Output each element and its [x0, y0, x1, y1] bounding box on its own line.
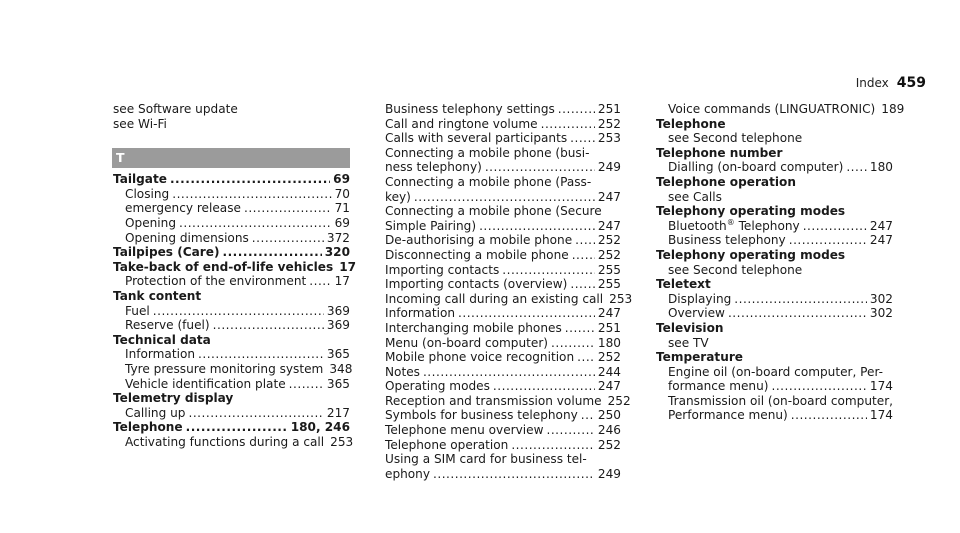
- dot-leader: [577, 350, 595, 365]
- entry-label: key): [385, 189, 411, 204]
- dot-leader: [423, 365, 595, 380]
- entry-text: [668, 306, 725, 321]
- dot-leader: [222, 245, 321, 260]
- index-entry: [113, 231, 350, 246]
- dot-leader: [179, 216, 332, 231]
- entry-label: Vehicle identification plate: [125, 376, 286, 391]
- dot-leader: [493, 379, 595, 394]
- page-ref: 255: [597, 277, 621, 292]
- page-ref: 253: [330, 434, 354, 449]
- dot-leader: [771, 379, 866, 394]
- entry-label: Importing contacts (overview): [385, 277, 568, 292]
- index-entry: [113, 187, 350, 202]
- entry-label: Calls with several participants: [385, 131, 568, 146]
- entry-text: [385, 336, 548, 351]
- entry-label: Reserve (fuel): [125, 318, 210, 333]
- page-ref: 247: [869, 218, 893, 233]
- entry-label: Disconnecting a mobile phone: [385, 247, 569, 262]
- entry-label: Operating modes: [385, 379, 490, 394]
- entry-label: Take-back of end-of-life vehicles: [113, 259, 334, 274]
- dot-leader: [570, 131, 595, 146]
- page-ref: 252: [597, 437, 621, 452]
- entry-label: Tailpipes (Care): [113, 245, 220, 260]
- index-entry: [385, 277, 621, 292]
- dot-leader: [846, 160, 867, 175]
- page-ref: 174: [869, 408, 893, 423]
- index-entry: see Software update: [113, 102, 238, 116]
- page-ref: 365: [326, 376, 350, 391]
- index-heading: Telephony operating modes: [656, 204, 846, 219]
- index-entry: [385, 393, 631, 409]
- index-entry: [385, 379, 621, 394]
- index-heading: Tank content: [113, 288, 202, 303]
- index-entry: [385, 117, 621, 132]
- index-entry: [385, 336, 621, 351]
- entry-label: Performance menu): [668, 408, 788, 423]
- index-heading: Telephony operating modes: [656, 247, 846, 262]
- index-entry: [385, 263, 621, 278]
- dot-leader: [213, 318, 324, 333]
- entry-label: Interchanging mobile phones: [385, 320, 562, 335]
- dot-leader: [575, 233, 595, 248]
- section-letter-bar: T: [112, 148, 350, 168]
- entry-text: [385, 292, 603, 307]
- index-column-2: [385, 102, 633, 481]
- index-entry: [656, 102, 905, 117]
- index-entry: [385, 219, 621, 234]
- dot-leader: [734, 292, 867, 307]
- dot-leader: [558, 102, 595, 117]
- index-entry: [656, 379, 893, 394]
- page-ref: 365: [326, 347, 350, 362]
- dot-leader: [572, 248, 595, 263]
- entry-label: Call and ringtone volume: [385, 116, 538, 131]
- dot-leader: [728, 306, 867, 321]
- page-number: 459: [896, 75, 926, 91]
- entry-text: [125, 304, 150, 319]
- entry-text: [385, 467, 430, 482]
- dot-leader: [458, 306, 595, 321]
- dot-leader: [433, 467, 595, 482]
- entry-text: [125, 377, 286, 392]
- entry-label: Activating functions during a call: [125, 434, 325, 449]
- page-ref: 246: [597, 423, 621, 438]
- entry-text: [125, 435, 324, 450]
- entry-text: [113, 245, 219, 260]
- entry-label: Opening: [125, 215, 177, 230]
- entry-text: [125, 216, 176, 231]
- page-ref: 255: [597, 262, 621, 277]
- index-column-1: [113, 102, 357, 449]
- entry-text: [125, 187, 169, 202]
- entry-text: [385, 423, 543, 438]
- page-ref: 189: [881, 102, 905, 116]
- entry-text: [385, 219, 476, 234]
- page-ref: 17: [334, 274, 350, 289]
- page-ref: 302: [869, 306, 893, 321]
- entry-label-suffix: Telephony: [734, 218, 800, 233]
- index-label: Index: [855, 76, 889, 90]
- index-entry: [113, 201, 350, 216]
- index-entry: [656, 292, 893, 307]
- index-entry: [385, 190, 621, 205]
- entry-label: Tyre pressure monitoring system: [125, 361, 324, 376]
- dot-leader: [172, 187, 331, 202]
- entry-text: [385, 190, 411, 205]
- entry-label: Voice commands (LINGUATRONIC): [668, 102, 876, 116]
- index-entry: see Calls: [668, 189, 722, 204]
- entry-label: Protection of the environment: [125, 274, 307, 289]
- index-entry: [385, 438, 621, 453]
- index-entry: [656, 160, 893, 175]
- page-ref: 247: [597, 189, 621, 204]
- page-ref: 17: [339, 259, 357, 274]
- page-ref: 244: [597, 364, 621, 379]
- page-ref: 369: [326, 318, 350, 333]
- index-entry: [656, 306, 893, 321]
- page-ref: 70: [334, 186, 350, 201]
- page-ref: 180: [597, 335, 621, 350]
- index-entry: [385, 131, 621, 146]
- entry-text: [385, 350, 574, 365]
- index-entry: [113, 434, 354, 450]
- entry-text: [385, 160, 482, 175]
- index-heading: Telemetry display: [113, 391, 234, 406]
- entry-text: [385, 306, 455, 321]
- dot-leader: [511, 438, 595, 453]
- entry-label: Menu (on-board computer): [385, 335, 549, 350]
- entry-label: Simple Pairing): [385, 218, 477, 233]
- index-heading: Telephone operation: [656, 174, 796, 189]
- entry-label: Dialling (on-board computer): [668, 160, 844, 175]
- dot-leader: [244, 201, 332, 216]
- dot-leader: [186, 420, 288, 435]
- entry-label: emergency release: [125, 201, 241, 216]
- entry-label: Telephone: [113, 420, 183, 435]
- entry-text: [668, 160, 843, 175]
- index-heading: Television: [656, 320, 724, 335]
- page-ref: 217: [326, 405, 350, 420]
- dot-leader: [541, 117, 595, 132]
- entry-text: [668, 233, 786, 248]
- page-ref: 249: [597, 160, 621, 175]
- index-heading: Telephone number: [656, 145, 783, 160]
- page-ref: 174: [869, 379, 893, 394]
- entry-text: [125, 318, 210, 333]
- entry-text: [385, 394, 602, 409]
- index-entry: Using a SIM card for business tel-: [385, 452, 587, 467]
- entry-label: Displaying: [668, 291, 732, 306]
- index-entry: [385, 306, 621, 321]
- index-entry: [656, 219, 893, 234]
- index-entry: [385, 365, 621, 380]
- index-entry: [656, 233, 893, 248]
- dot-leader: [791, 408, 867, 423]
- entry-text: [385, 131, 567, 146]
- entry-text: [125, 274, 306, 289]
- index-heading: Telephone: [656, 116, 726, 131]
- page-ref: 252: [597, 116, 621, 131]
- index-entry: [385, 467, 621, 482]
- index-entry: see Second telephone: [668, 131, 803, 146]
- entry-text: [125, 362, 323, 377]
- index-entry: [113, 406, 350, 421]
- entry-text: [668, 102, 875, 117]
- page-ref: 247: [869, 233, 893, 248]
- entry-label: Business telephony: [668, 233, 786, 248]
- index-entry: [385, 248, 621, 263]
- entry-text: [113, 420, 183, 435]
- dot-leader: [479, 219, 595, 234]
- dot-leader: [188, 406, 323, 421]
- page-ref: 251: [597, 320, 621, 335]
- dot-leader: [570, 277, 595, 292]
- dot-leader: [153, 304, 324, 319]
- dot-leader: [198, 347, 324, 362]
- page-ref: 249: [597, 466, 621, 481]
- entry-label: ephony: [385, 466, 431, 481]
- entry-text: [385, 102, 555, 117]
- dot-leader: [170, 172, 330, 187]
- page-ref: 250: [597, 408, 621, 423]
- index-entry: [113, 377, 350, 392]
- entry-label: Overview: [668, 306, 725, 321]
- entry-text: [668, 219, 800, 234]
- dot-leader: [289, 377, 324, 392]
- entry-label: formance menu): [668, 379, 769, 394]
- dot-leader: [565, 321, 595, 336]
- entry-text: [385, 438, 508, 453]
- index-heading: [113, 420, 350, 435]
- entry-label: De-authorising a mobile phone: [385, 233, 573, 248]
- index-heading: Technical data: [113, 332, 211, 347]
- page-ref: 247: [597, 218, 621, 233]
- page-ref: 253: [609, 291, 633, 306]
- entry-label: Closing: [125, 186, 170, 201]
- entry-label: Business telephony settings: [385, 102, 555, 116]
- entry-label: Calling up: [125, 405, 186, 420]
- index-entry: Transmission oil (on-board computer,: [668, 393, 894, 408]
- dot-leader: [309, 274, 331, 289]
- entry-text: [125, 347, 195, 362]
- entry-label: ness telephony): [385, 160, 482, 175]
- page-ref: 348: [329, 361, 353, 376]
- index-entry: [385, 233, 621, 248]
- page-ref: 372: [326, 230, 350, 245]
- page-ref: 320: [324, 245, 350, 260]
- entry-label: Telephone operation: [385, 437, 509, 452]
- index-entry: Connecting a mobile phone (Pass-: [385, 174, 592, 189]
- page-ref: 247: [597, 306, 621, 321]
- entry-text: [385, 408, 578, 423]
- index-heading: Temperature: [656, 350, 743, 365]
- page-ref: 253: [597, 131, 621, 146]
- entry-text: [385, 379, 490, 394]
- entry-text: [385, 321, 562, 336]
- entry-text: [668, 379, 768, 394]
- entry-label: Importing contacts: [385, 262, 500, 277]
- entry-label: Information: [385, 306, 456, 321]
- entry-label: Information: [125, 347, 196, 362]
- index-entry: see Wi-Fi: [113, 116, 167, 131]
- entry-label: Telephone menu overview: [385, 423, 544, 438]
- page-ref: 247: [597, 379, 621, 394]
- entry-text: [385, 117, 538, 132]
- index-entry: see Second telephone: [668, 262, 803, 277]
- entry-text: [125, 406, 185, 421]
- entry-text: [125, 201, 241, 216]
- index-entry: [385, 160, 621, 175]
- entry-text: [668, 408, 788, 423]
- page-ref: 251: [597, 102, 621, 116]
- entry-label: Mobile phone voice recognition: [385, 350, 575, 365]
- index-entry: see TV: [668, 335, 709, 350]
- entry-label: Symbols for business telephony: [385, 408, 578, 423]
- index-entry: [113, 347, 350, 362]
- page-ref: 252: [597, 247, 621, 262]
- index-entry: [113, 361, 353, 377]
- page-ref: 180: [869, 160, 893, 175]
- page-ref: 71: [334, 201, 350, 216]
- entry-label: Incoming call during an existing call: [385, 291, 604, 306]
- index-entry: [113, 318, 350, 333]
- registered-mark: ®: [726, 217, 735, 227]
- page-ref: 252: [597, 350, 621, 365]
- entry-text: [385, 248, 569, 263]
- index-entry: [113, 274, 350, 289]
- index-heading: [113, 172, 350, 187]
- entry-label: Opening dimensions: [125, 230, 249, 245]
- dot-leader: [789, 233, 867, 248]
- index-entry: Connecting a mobile phone (busi-: [385, 145, 590, 160]
- index-heading: [113, 259, 357, 275]
- entry-text: [113, 260, 333, 275]
- entry-text: [385, 277, 567, 292]
- dot-leader: [551, 336, 595, 351]
- entry-label: Notes: [385, 364, 420, 379]
- dot-leader: [803, 219, 867, 234]
- entry-text: [385, 263, 499, 278]
- page-ref: 69: [333, 172, 350, 187]
- entry-label: Bluetooth: [668, 218, 727, 233]
- index-column-3: [656, 102, 905, 423]
- dot-leader: [252, 231, 324, 246]
- index-entry: [113, 216, 350, 231]
- entry-label: Fuel: [125, 303, 150, 318]
- page-ref: 302: [869, 291, 893, 306]
- page-ref: 180, 246: [290, 420, 350, 435]
- page-ref: 252: [597, 233, 621, 248]
- index-entry: [656, 408, 893, 423]
- page-ref: 252: [607, 393, 631, 408]
- index-heading: [113, 245, 350, 260]
- dot-leader: [485, 160, 595, 175]
- index-entry: [385, 350, 621, 365]
- dot-leader: [414, 190, 595, 205]
- index-entry: [385, 102, 621, 117]
- index-entry: [385, 291, 633, 307]
- entry-label: Tailgate: [113, 172, 167, 187]
- index-entry: [385, 408, 621, 423]
- index-entry: [385, 423, 621, 438]
- index-entry: [113, 304, 350, 319]
- dot-leader: [546, 423, 594, 438]
- dot-leader: [502, 263, 595, 278]
- page-ref: 69: [334, 215, 350, 230]
- entry-text: [668, 292, 731, 307]
- index-heading: Teletext: [656, 277, 711, 292]
- entry-label: Reception and transmission volume: [385, 393, 602, 408]
- entry-text: [385, 233, 572, 248]
- page-header: [856, 75, 926, 91]
- dot-leader: [581, 408, 595, 423]
- page-ref: 369: [326, 303, 350, 318]
- entry-text: [385, 365, 420, 380]
- entry-text: [125, 231, 249, 246]
- index-entry: [385, 321, 621, 336]
- index-entry: Connecting a mobile phone (Secure: [385, 204, 602, 219]
- index-entry: Engine oil (on-board computer, Per-: [668, 364, 884, 379]
- entry-text: [113, 172, 167, 187]
